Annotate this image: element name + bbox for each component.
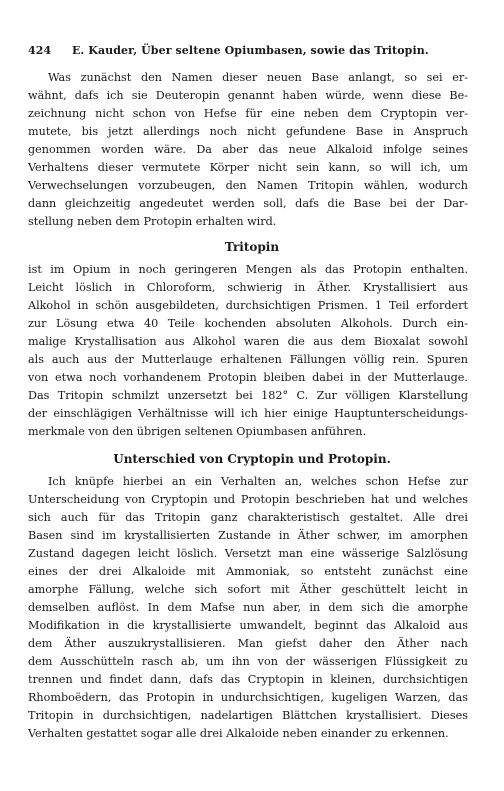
text-line: Ich knüpfe hierbei an ein Verhalten an, welches schon Hefse zur (48, 475, 468, 488)
text-line: eines der drei Alkaloide mit Ammoniak, so entsteht zunächst eine (28, 565, 468, 578)
text-line: Verhaltens dieser vermutete Körper nicht sein kann, so will ich, um (28, 161, 468, 174)
text-line: wähnt, dafs ich sie Deuteropin genannt haben würde, wenn diese Be- (28, 89, 468, 102)
text-line: Was zunächst den Namen dieser neuen Base anlangt, so sei er- (48, 71, 468, 84)
text-line: sich auch für das Tritopin ganz charakteristisch gestaltet. Alle drei (28, 511, 468, 524)
section-heading-unterschied: Unterschied von Cryptopin und Protopin. (113, 452, 391, 466)
text-line: dem Äther auszukrystallisieren. Man giefst daher den Äther nach (28, 637, 468, 650)
text-line: Das Tritopin schmilzt unzersetzt bei 182° C. Zur völligen Klarstellung (28, 389, 468, 402)
text-line: Leicht löslich in Chloroform, schwierig in Äther. Krystallisiert aus (28, 281, 468, 294)
text-line: Basen sind im krystallisierten Zustande in Äther schwer, im amorphen (28, 529, 468, 542)
text-line: Unterscheidung von Cryptopin und Protopin beschrieben hat und welches (28, 493, 468, 506)
text-line: Rhomboëdern, das Protopin in undurchsichtigen, kugeligen Warzen, das (28, 691, 468, 704)
text-line: trennen und findet dann, dafs das Cryptopin in kleinen, durchsichtigen (28, 673, 468, 686)
text-line: amorphe Fällung, welche sich sofort mit Äther geschüttelt leicht in (28, 583, 468, 596)
text-line: mutete, bis jetzt allerdings noch nicht gefundene Base in Anspruch (28, 125, 468, 138)
text-line: merkmale von den übrigen seltenen Opiumbasen anführen. (28, 425, 367, 438)
text-line: Alkohol in schön ausgebildeten, durchsichtigen Prismen. 1 Teil erfordert (28, 299, 468, 312)
text-line: Verwechselungen vorzubeugen, den Namen Tritopin wählen, wodurch (28, 179, 468, 192)
section-heading-tritopin: Tritopin (224, 240, 280, 254)
running-header (28, 44, 468, 57)
text-line: Modifikation in die krystallisierte umwandelt, beginnt das Alkaloid aus (28, 619, 468, 632)
running-title: E. Kauder, Über seltene Opiumbasen, sowie das Tritopin. (71, 44, 429, 57)
text-line: stellung neben dem Protopin erhalten wird. (28, 215, 277, 228)
text-line: zur Lösung etwa 40 Teile kochenden absoluten Alkohols. Durch ein- (28, 317, 468, 330)
text-line: ist im Opium in noch geringeren Mengen als das Protopin enthalten. (28, 263, 468, 276)
text-line: dem Ausschütteln rasch ab, um ihn von der wässerigen Flüssigkeit zu (28, 655, 468, 668)
text-line: dann gleichzeitig angedeutet werden soll, dafs die Base bei der Dar- (28, 197, 468, 210)
text-line: genommen worden wäre. Da aber das neue Alkaloid infolge seines (28, 143, 468, 156)
text-line: malige Krystallisation aus Alkohol waren die aus dem Bioxalat sowohl (28, 335, 468, 348)
text-line: als auch aus der Mutterlauge erhaltenen Fällungen völlig rein. Spuren (28, 353, 468, 366)
text-line: Zustand dagegen leicht löslich. Versetzt man eine wässerige Salzlösung (28, 547, 468, 560)
text-line: Verhalten gestattet sogar alle drei Alkaloide neben einander zu erkennen. (28, 727, 449, 740)
text-line: von etwa noch vorhandenem Protopin bleiben dabei in der Mutterlauge. (28, 371, 468, 384)
text-line: der einschlägigen Verhältnisse will ich hier einige Hauptunterscheidungs- (28, 407, 468, 420)
page-number: 424 (28, 44, 52, 57)
text-line: demselben auflöst. In dem Mafse nun aber, in dem sich die amorphe (28, 601, 468, 614)
text-line: Tritopin in durchsichtigen, nadelartigen Blättchen krystallisiert. Dieses (28, 709, 468, 722)
text-line: zeichnung nicht schon von Hefse für eine neben dem Cryptopin ver- (28, 107, 468, 120)
